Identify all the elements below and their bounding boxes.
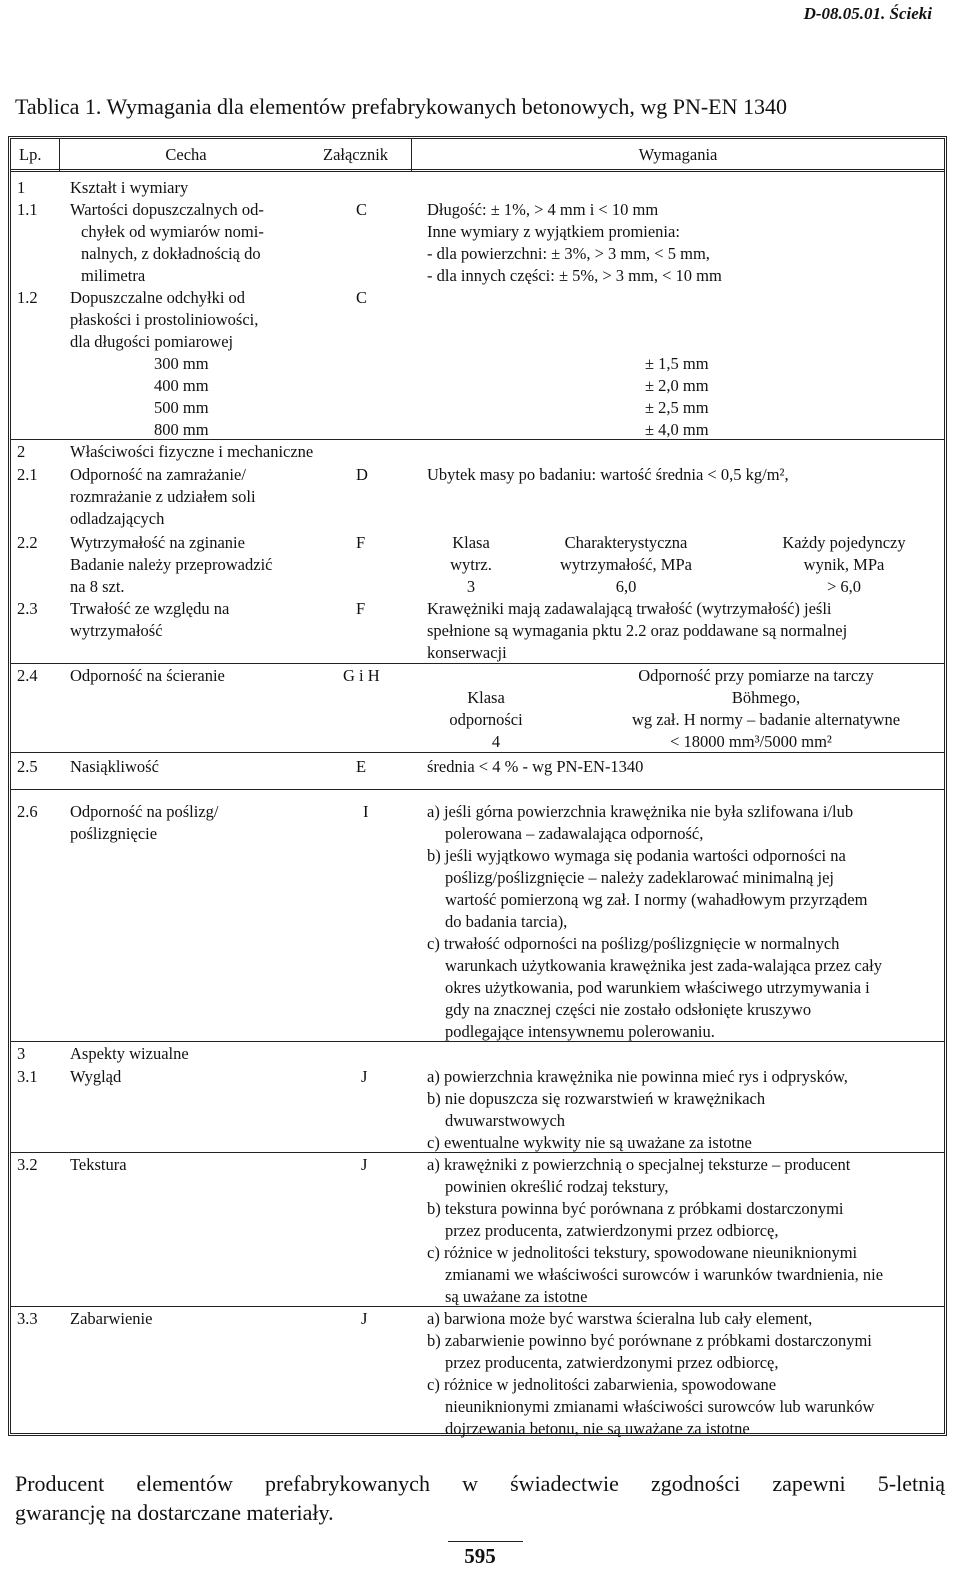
length-300: 300 mm bbox=[154, 354, 209, 373]
row-cecha-line: odladzających bbox=[70, 509, 165, 528]
header-zalacznik: Załącznik bbox=[323, 145, 389, 164]
row-zalacznik: I bbox=[363, 802, 369, 821]
row-wymagania-line: średnia < 4 % - wg PN-EN-1340 bbox=[427, 757, 644, 776]
header-lp: Lp. bbox=[19, 145, 42, 164]
abrasion-value: < 18000 mm³/5000 mm² bbox=[670, 732, 832, 751]
single-result-label: Każdy pojedynczy bbox=[782, 533, 906, 552]
row-cecha-line: Dopuszczalne odchyłki od bbox=[70, 288, 246, 307]
row-cecha-line: Odporność na zamrażanie/ bbox=[70, 465, 246, 484]
list-line: a) powierzchnia krawężnika nie powinna mieć rys i odprysków, bbox=[427, 1067, 848, 1086]
list-line: b) zabarwienie powinno być porównane z próbkami dostarczonymi bbox=[427, 1331, 872, 1350]
row-wymagania-line: - dla powierzchni: ± 3%, > 3 mm, < 5 mm, bbox=[427, 244, 710, 263]
row-wymagania-line: Krawężniki mają zadawalającą trwałość (wytrzymałość) jeśli bbox=[427, 599, 832, 618]
row-divider bbox=[11, 1152, 944, 1153]
row-zalacznik: C bbox=[356, 288, 368, 307]
list-line: polerowana – zadawalająca odporność, bbox=[445, 824, 704, 843]
length-800: 800 mm bbox=[154, 420, 209, 439]
row-cecha: Właściwości fizyczne i mechaniczne bbox=[70, 442, 314, 461]
class-label: Klasa bbox=[452, 533, 490, 552]
row-cecha-line: nalnych, z dokładnością do bbox=[81, 244, 261, 263]
row-lp: 2.6 bbox=[17, 802, 38, 821]
list-line: są uważane za istotne bbox=[445, 1287, 588, 1306]
row-cecha: Kształt i wymiary bbox=[70, 178, 189, 197]
characteristic-label: Charakterystyczna bbox=[564, 533, 688, 552]
row-divider bbox=[11, 663, 944, 664]
list-line: dojrzewania betonu, nie są uważane za istotne bbox=[445, 1419, 750, 1438]
list-line: powinien określić rodzaj tekstury, bbox=[445, 1177, 669, 1196]
list-line: przez producenta, zatwierdzonymi przez odbiorcę, bbox=[445, 1353, 779, 1372]
list-line: c) różnice w jednolitości zabarwienia, spowodowane bbox=[427, 1375, 777, 1394]
row-lp: 3 bbox=[17, 1044, 26, 1063]
list-line: zmianami we właściwości surowców i warunków twardnienia, nie bbox=[445, 1265, 884, 1284]
row-cecha-line: wytrzymałość bbox=[70, 621, 163, 640]
tolerance-value: ± 2,0 mm bbox=[645, 376, 709, 395]
table-header bbox=[11, 139, 944, 172]
characteristic-label: wytrzymałość, MPa bbox=[560, 555, 692, 574]
row-cecha-line: na 8 szt. bbox=[70, 577, 125, 596]
single-result-label: wynik, MPa bbox=[803, 555, 885, 574]
row-zalacznik: J bbox=[361, 1309, 368, 1328]
requirements-table bbox=[8, 136, 947, 1436]
row-cecha-line: Trwałość ze względu na bbox=[70, 599, 230, 618]
table-title: Tablica 1. Wymagania dla elementów prefabrykowanych betonowych, wg PN-EN 1340 bbox=[15, 94, 787, 119]
row-zalacznik: J bbox=[361, 1067, 368, 1086]
row-cecha: Nasiąkliwość bbox=[70, 757, 159, 776]
row-lp: 2 bbox=[17, 442, 26, 461]
list-line: nieuniknionymi zmianami właściwości surowców lub warunków bbox=[445, 1397, 875, 1416]
row-cecha: Tekstura bbox=[70, 1155, 127, 1174]
row-wymagania-line: konserwacji bbox=[427, 643, 507, 662]
list-line: b) tekstura powinna być porównana z próbkami dostarczonymi bbox=[427, 1199, 844, 1218]
list-line: warunkach użytkowania krawężnika jest zada-walająca przez cały bbox=[445, 956, 883, 975]
row-zalacznik: C bbox=[356, 200, 368, 219]
row-lp: 1 bbox=[17, 178, 26, 197]
page-number: 595 bbox=[464, 1544, 496, 1568]
row-cecha: Zabarwienie bbox=[70, 1309, 153, 1328]
list-line: c) różnice w jednolitości tekstury, spowodowane nieuniknionymi bbox=[427, 1243, 858, 1262]
row-cecha: Aspekty wizualne bbox=[70, 1044, 189, 1063]
tolerance-value: ± 1,5 mm bbox=[645, 354, 709, 373]
list-line: przez producenta, zatwierdzonymi przez odbiorcę, bbox=[445, 1221, 779, 1240]
list-line: gdy na znacznej części nie zostało odsłonięte kruszywo bbox=[445, 1000, 812, 1019]
class-label: Klasa bbox=[467, 688, 505, 707]
row-cecha-line: płaskości i prostoliniowości, bbox=[70, 310, 259, 329]
row-cecha-line: dla długości pomiarowej bbox=[70, 332, 234, 351]
row-lp: 2.2 bbox=[17, 533, 38, 552]
list-line: okres użytkowania, pod warunkiem właściwego utrzymywania i bbox=[445, 978, 870, 997]
list-line: a) krawężniki z powierzchnią o specjalnej teksturze – producent bbox=[427, 1155, 851, 1174]
row-zalacznik: E bbox=[356, 757, 367, 776]
footer-line: gwarancję na dostarczane materiały. bbox=[15, 1500, 334, 1525]
list-line: dwuwarstwowych bbox=[445, 1111, 566, 1130]
header-cecha: Cecha bbox=[165, 145, 207, 164]
row-cecha-line: Wytrzymałość na zginanie bbox=[70, 533, 245, 552]
list-line: poślizg/poślizgnięcie – należy zadeklarować minimalną jej bbox=[445, 868, 834, 887]
row-zalacznik: D bbox=[356, 465, 368, 484]
row-cecha-line: milimetra bbox=[81, 266, 146, 285]
tolerance-value: ± 2,5 mm bbox=[645, 398, 709, 417]
row-lp: 2.5 bbox=[17, 757, 38, 776]
footer-line: Producent elementów prefabrykowanych w świadectwie zgodności zapewni 5-letnią bbox=[15, 1471, 945, 1496]
page-number-rule bbox=[448, 1541, 523, 1542]
list-line: c) ewentualne wykwity nie są uważane za istotne bbox=[427, 1133, 752, 1152]
row-divider bbox=[11, 1041, 944, 1042]
row-wymagania-line: - dla innych części: ± 5%, > 3 mm, < 10 mm bbox=[427, 266, 722, 285]
class-value: 4 bbox=[491, 732, 501, 751]
row-lp: 1.2 bbox=[17, 288, 38, 307]
row-wymagania-line: spełnione są wymagania pktu 2.2 oraz poddawane są normalnej bbox=[427, 621, 848, 640]
list-line: a) barwiona może być warstwa ścieralna lub cały element, bbox=[427, 1309, 813, 1328]
row-zalacznik: G i H bbox=[343, 666, 380, 685]
list-line: c) trwałość odporności na poślizg/poślizgnięcie w normalnych bbox=[427, 934, 840, 953]
row-cecha: Wygląd bbox=[70, 1067, 122, 1086]
list-line: b) jeśli wyjątkowo wymaga się podania wartości odporności na bbox=[427, 846, 846, 865]
row-wymagania-line: Odporność przy pomiarze na tarczy bbox=[638, 666, 874, 685]
row-lp: 2.1 bbox=[17, 465, 38, 484]
characteristic-value: 6,0 bbox=[615, 577, 637, 596]
header-wymagania: Wymagania bbox=[638, 145, 718, 164]
row-zalacznik: F bbox=[356, 599, 366, 618]
class-label: odporności bbox=[449, 710, 523, 729]
list-line: wartość pomierzoną wg zał. I normy (wahadłowym przyrządem bbox=[445, 890, 868, 909]
length-500: 500 mm bbox=[154, 398, 209, 417]
single-result-value: > 6,0 bbox=[826, 577, 862, 596]
row-divider bbox=[11, 439, 944, 440]
list-line: a) jeśli górna powierzchnia krawężnika nie była szlifowana i/lub bbox=[427, 802, 854, 821]
row-cecha-line: Wartości dopuszczalnych od- bbox=[70, 200, 264, 219]
test-method-line: Böhmego, bbox=[731, 688, 801, 707]
row-cecha: Odporność na ścieranie bbox=[70, 666, 225, 685]
footer-paragraph bbox=[15, 1469, 945, 1527]
row-lp: 3.3 bbox=[17, 1309, 38, 1328]
row-cecha-line: Badanie należy przeprowadzić bbox=[70, 555, 273, 574]
list-line: do badania tarcia), bbox=[445, 912, 568, 931]
row-zalacznik: F bbox=[356, 533, 366, 552]
row-divider bbox=[11, 789, 944, 790]
row-lp: 2.4 bbox=[17, 666, 38, 685]
list-line: podlegające intensywnemu polerowaniu. bbox=[445, 1022, 715, 1041]
row-cecha-line: rozmrażanie z udziałem soli bbox=[70, 487, 256, 506]
row-divider bbox=[11, 752, 944, 753]
class-label: wytrz. bbox=[450, 555, 492, 574]
row-lp: 1.1 bbox=[17, 200, 38, 219]
class-value: 3 bbox=[466, 577, 476, 596]
row-lp: 3.1 bbox=[17, 1067, 38, 1086]
row-cecha-line: chyłek od wymiarów nomi- bbox=[81, 222, 264, 241]
row-zalacznik: J bbox=[361, 1155, 368, 1174]
row-wymagania-line: Długość: ± 1%, > 4 mm i < 10 mm bbox=[427, 200, 659, 219]
document-code: D-08.05.01. Ścieki bbox=[803, 4, 932, 23]
test-method-line: wg zał. H normy – badanie alternatywne bbox=[631, 710, 901, 729]
row-lp: 2.3 bbox=[17, 599, 38, 618]
list-line: b) nie dopuszcza się rozwarstwień w krawężnikach bbox=[427, 1089, 766, 1108]
row-lp: 3.2 bbox=[17, 1155, 38, 1174]
row-divider bbox=[11, 1306, 944, 1307]
row-cecha-line: Odporność na poślizg/ bbox=[70, 802, 219, 821]
row-wymagania-line: Inne wymiary z wyjątkiem promienia: bbox=[427, 222, 680, 241]
row-cecha-line: poślizgnięcie bbox=[70, 824, 158, 843]
row-wymagania-line: Ubytek masy po badaniu: wartość średnia < 0,5 kg/m², bbox=[427, 465, 789, 484]
length-400: 400 mm bbox=[154, 376, 209, 395]
tolerance-value: ± 4,0 mm bbox=[645, 420, 709, 439]
